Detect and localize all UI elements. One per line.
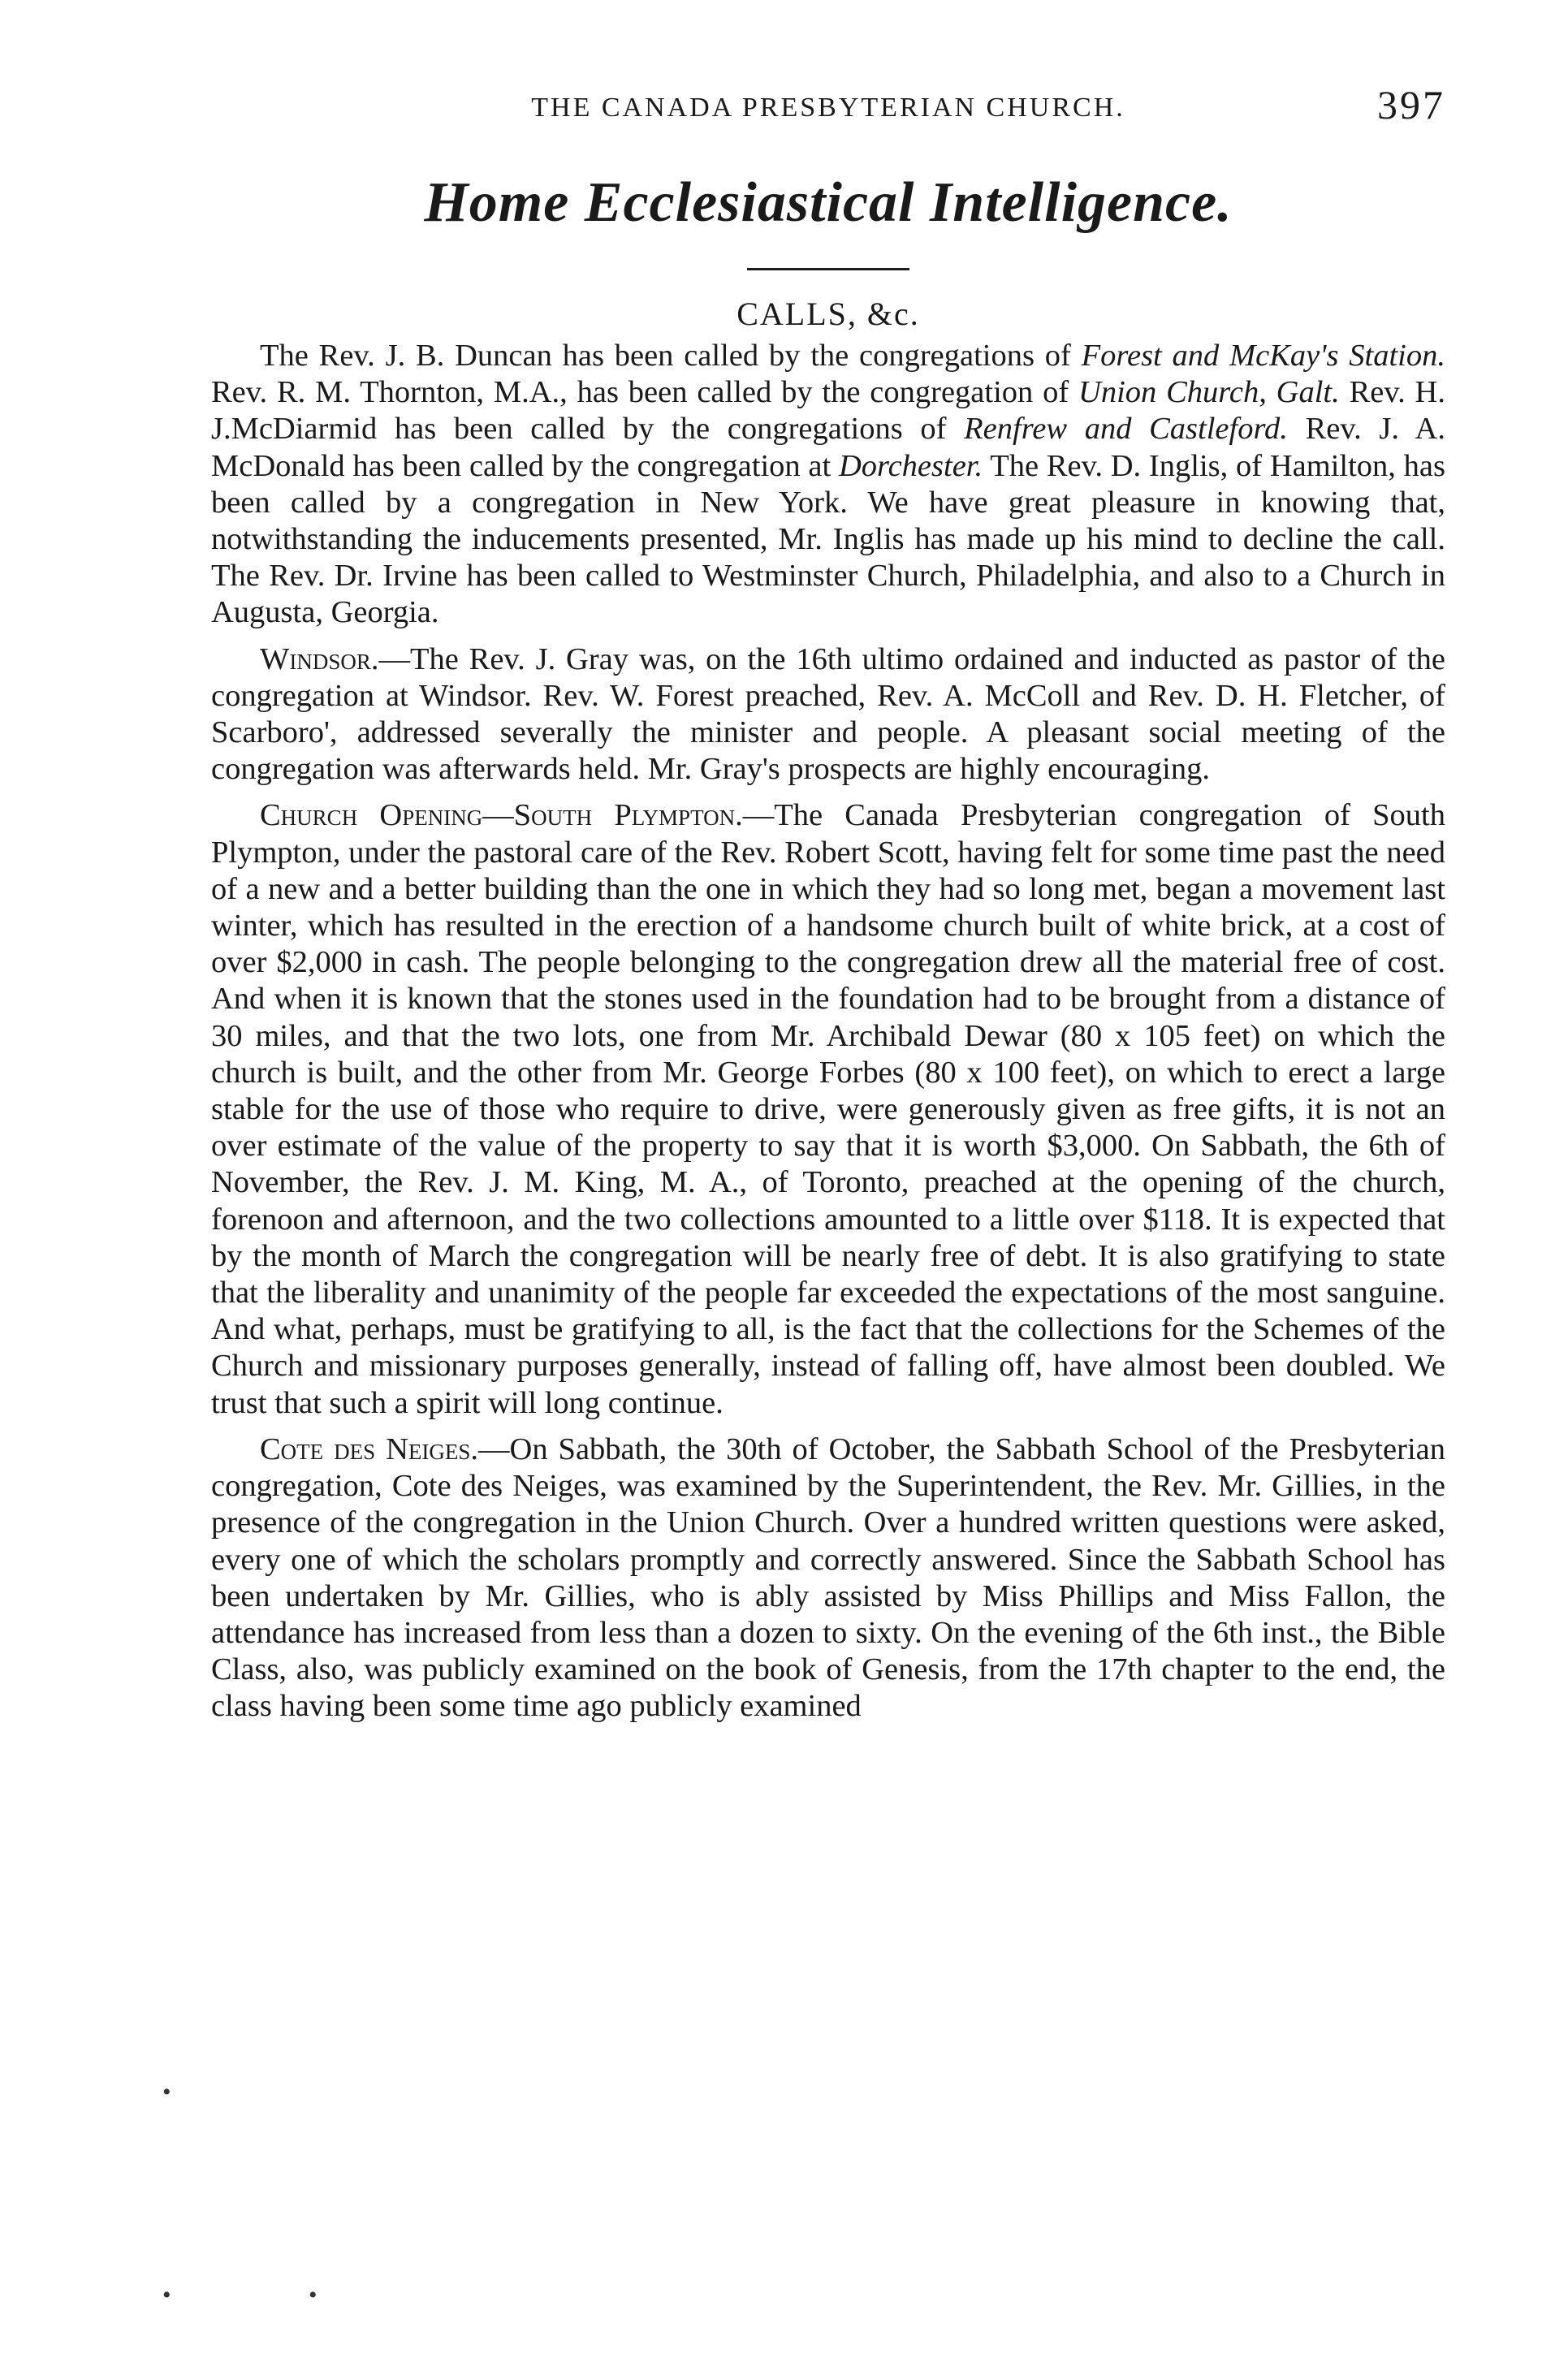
- calls-place-4: Dorchester.: [838, 448, 983, 483]
- cote-des-neiges-body: —On Sabbath, the 30th of October, the Sabbath School of the Presbyterian congregation, Cote des Neiges, was examined by the Superintendent, the Rev. Mr. Gillies, in the presence of the congregation in the Union Church. Over a hundred written questions were asked, every one of which the scholars promptly and correctly answered. Since the Sabbath School has been undertaken by Mr. Gillies, who is ably assisted by Miss Phillips and Miss Fallon, the attendance has increased from less than a dozen to sixty. On the evening of the 6th inst., the Bible Class, also, was publicly examined on the book of Genesis, from the 17th chapter to the end, the class having been some time ago publicly examined: [211, 1431, 1445, 1724]
- calls-place-1: Forest and McKay's Station.: [1081, 339, 1445, 373]
- calls-text-5: The Rev. D. Inglis, of Hamilton, has been called by a congregation in New York. We have great pleasure in knowing that, notwithstanding the inducements presented, Mr. Inglis has made up his mind to decline the call. The Rev. Dr. Irvine has been called to Westminster Church, Philadelphia, and also to a Church in Augusta, Georgia.: [211, 448, 1445, 630]
- margin-speck: •: [162, 2079, 171, 2105]
- margin-speck: •: [162, 2282, 171, 2308]
- windsor-body: —The Rev. J. Gray was, on the 16th ultimo ordained and inducted as pastor of the congregation at Windsor. Rev. W. Forest preached, Rev. A. McColl and Rev. D. H. Fletcher, of Scarboro', addressed severally the minister and people. A pleasant social meeting of the congregation was afterwards held. Mr. Gray's prospects are highly encouraging.: [211, 641, 1445, 787]
- margin-speck: •: [309, 2282, 317, 2308]
- windsor-heading: Windsor.: [260, 641, 379, 676]
- paragraph-cote-des-neiges: [211, 1431, 1445, 1725]
- page: [211, 81, 1445, 1725]
- calls-text-1: The Rev. J. B. Duncan has been called by the congregations of: [260, 339, 1082, 373]
- subheading: CALLS, &c.: [736, 296, 920, 332]
- cote-des-neiges-heading: Cote des Neiges.: [260, 1431, 479, 1466]
- paragraph-windsor: [211, 641, 1445, 788]
- paragraph-calls: [211, 338, 1445, 632]
- church-opening-body: —The Canada Presbyterian congregation of South Plympton, under the pastoral care of the Rev. Robert Scott, having felt for some time past the need of a new and a better building than the one in which they had so long met, began a movement last winter, which has resulted in the erection of a handsome church built of white brick, at a cost of over $2,000 in cash. The people belonging to the congregation drew all the material free of cost. And when it is known that the stones used in the foundation had to be brought from a distance of 30 miles, and that the two lots, one from Mr. Archibald Dewar (80 x 105 feet) on which the church is built, and the other from Mr. George Forbes (80 x 100 feet), on which to erect a large stable for the use of those who require to drive, were generously given as free gifts, it is not an over estimate of the value of the property to say that it is worth $3,000. On Sabbath, the 6th of November, the Rev. J. M. King, M. A., of Toronto, preached at the opening of the church, forenoon and afternoon, and the two collections amounted to a little over $118. It is expected that by the month of March the congregation will be nearly free of debt. It is also gratifying to state that the liberality and unanimity of the people far exceeded the expectations of the most sanguine. And what, perhaps, must be gratifying to all, is the fact that the collections for the Schemes of the Church and missionary purposes generally, instead of falling off, have almost been doubled. We trust that such a spirit will long continue.: [211, 798, 1445, 1420]
- church-opening-heading: Church Opening—South Plympton.: [260, 798, 743, 833]
- page-number: 397: [1377, 82, 1445, 127]
- running-head-title: THE CANADA PRESBYTERIAN CHURCH.: [531, 93, 1125, 123]
- calls-place-3: Renfrew and Castleford.: [964, 412, 1288, 447]
- calls-text-3: Rev. H. J.McDiarmid has been called by the congregations of: [211, 375, 1445, 447]
- calls-text-4: Rev. J. A. McDonald has been called by the congregation at: [211, 412, 1445, 483]
- title-rule: [747, 268, 909, 270]
- running-head: [211, 81, 1445, 138]
- calls-text-2: Rev. R. M. Thornton, M.A., has been called by the congregation of: [211, 375, 1079, 410]
- section-title: Home Ecclesiastical Intelligence.: [424, 171, 1233, 234]
- calls-place-2: Union Church, Galt.: [1078, 375, 1340, 410]
- paragraph-church-opening: [211, 797, 1445, 1421]
